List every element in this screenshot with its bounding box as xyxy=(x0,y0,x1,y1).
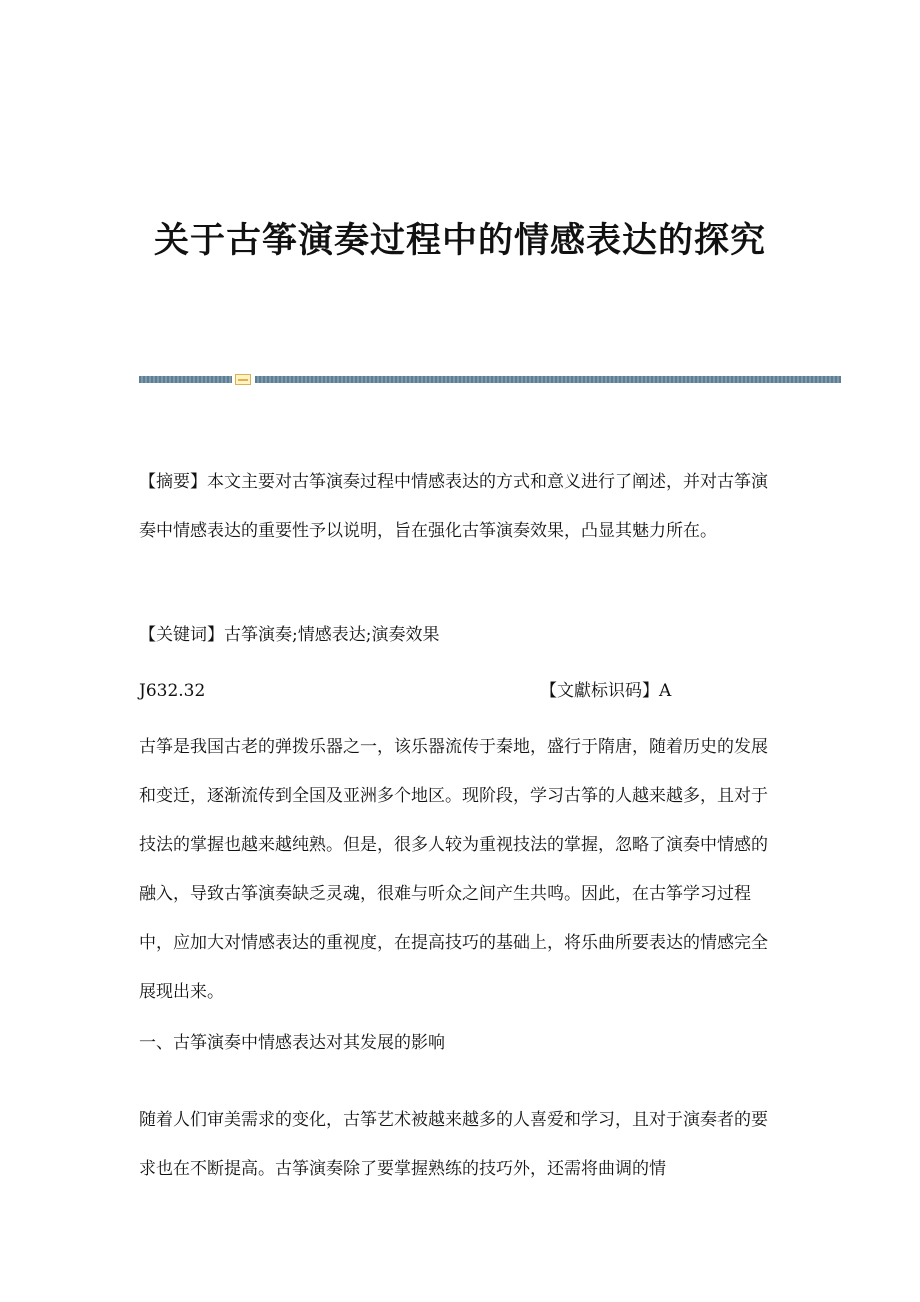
body-paragraph-1: 古筝是我国古老的弹拨乐器之一，该乐器流传于秦地，盛行于隋唐，随着历史的发展和变迁，逐渐流传到全国及亚洲多个地区。现阶段，学习古筝的人越来越多，且对于技法的掌握也越来越纯熟。但是，很多人较为重视技法的掌握，忽略了演奏中情感的融入，导致古筝演奏缺乏灵魂，很难与听众之间产生共鸣。因此，在古筝学习过程中，应加大对情感表达的重视度，在提高技巧的基础上，将乐曲所要表达的情感完全展现出来。 xyxy=(139,737,768,1002)
document-title: 关于古筝演奏过程中的情感表达的探究 xyxy=(153,220,766,261)
keywords-line: 【关键词】古筝演奏;情感表达;演奏效果 xyxy=(139,625,440,645)
divider-bar-left xyxy=(139,376,232,383)
divider-bar-right xyxy=(255,376,841,383)
document-code: 【文獻标识码】A xyxy=(540,681,672,701)
body-paragraph-2: 随着人们审美需求的变化，古筝艺术被越来越多的人喜爱和学习，且对于演奏者的要求也在不断提高。古筝演奏除了要掌握熟练的技巧外，还需将曲调的情 xyxy=(139,1110,768,1179)
title-divider xyxy=(139,374,841,386)
divider-ornament-icon xyxy=(235,374,251,385)
section-heading: 一、古筝演奏中情感表达对其发展的影响 xyxy=(139,1033,445,1053)
abstract-paragraph: 【摘要】本文主要对古筝演奏过程中情感表达的方式和意义进行了阐述，并对古筝演奏中情感表达的重要性予以说明，旨在强化古筝演奏效果，凸显其魅力所在。 xyxy=(139,472,768,541)
classification-number: J632.32 xyxy=(139,681,206,701)
